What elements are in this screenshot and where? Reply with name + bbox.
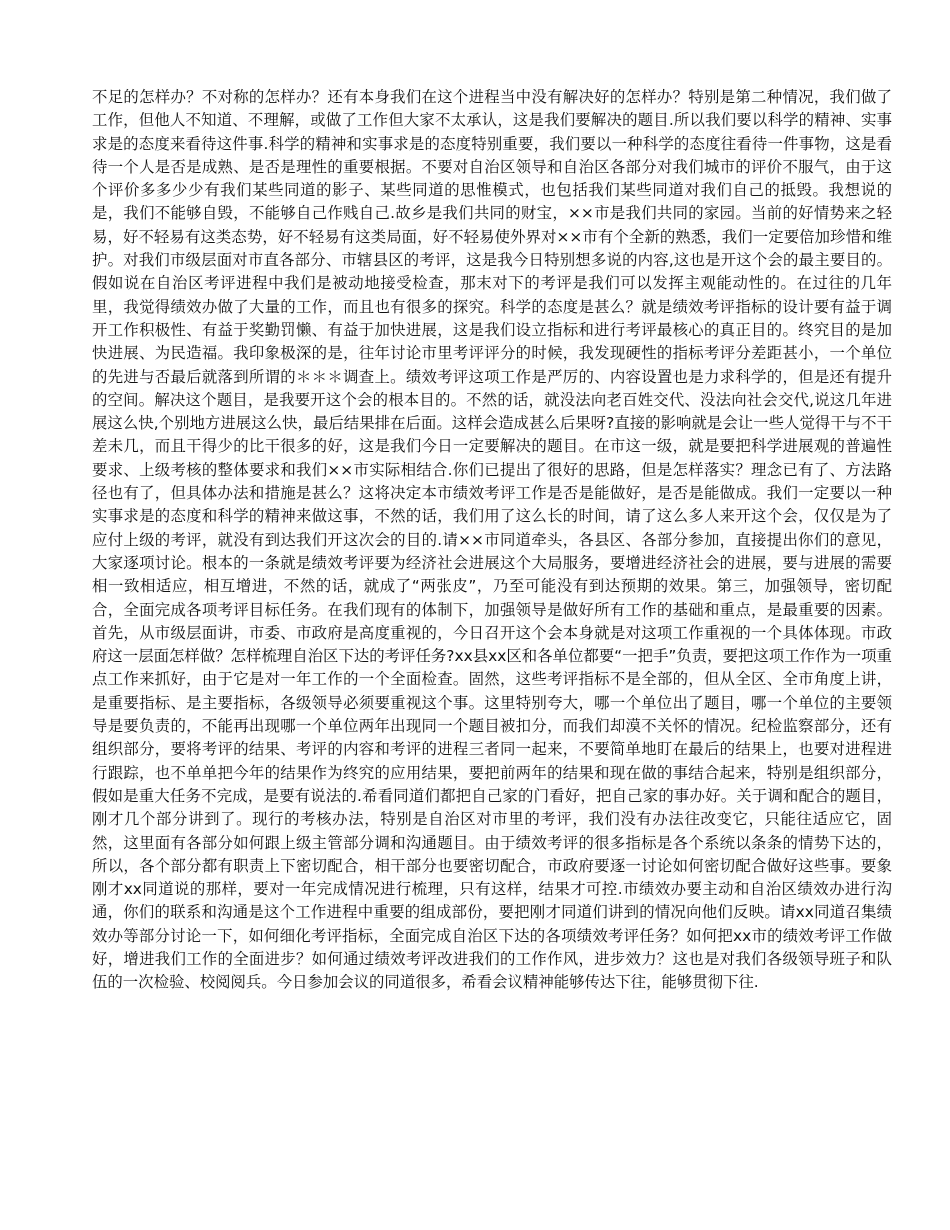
body-paragraph: 不足的怎样办？不对称的怎样办？还有本身我们在这个进程当中没有解决好的怎样办？特别是第二种情况，我们做了工作，但他人不知道、不理解，或做了工作但大家不太承认，这是我们要解决的题目.所以我们要以科学的精神、实事求是的态度来看待这件事.科学的精神和实事求是的态度特别重要，我们要以一种科学的态度往看待一件事物，这是看待一个人是否是成熟、是否是理性的重要根据。不要对自治区领导和自治区各部分对我们城市的评价不服气，由于这个评价多多少少有我们某些同道的影子、某些同道的思惟模式，也包括我们某些同道对我们自己的抵毁。我想说的是，我们不能够自毁，不能够自己作贱自己.故乡是我们共同的财宝，××市是我们共同的家园。当前的好情势来之轻易，好不轻易有这类态势，好不轻易有这类局面，好不轻易使外界对××市有个全新的熟悉，我们一定要倍加珍惜和维护。对我们市级层面对市直各部分、市辖县区的考评，这是我今日特别想多说的内容,这也是开这个会的最主要目的。假如说在自治区考评进程中我们是被动地接受检查，那末对下的考评是我们可以发挥主观能动性的。在过往的几年里，我觉得绩效办做了大量的工作，而且也有很多的探究。科学的态度是甚么？就是绩效考评指标的设计要有益于调开工作积极性、有益于奖勤罚懒、有益于加快进展，这是我们设立指标和进行考评最核心的真正目的。终究目的是加快进展、为民造福。我印象极深的是，往年讨论市里考评评分的时候，我发现硬性的指标考评分差距甚小，一个单位的先进与否最后就落到所谓的＊＊＊调查上。绩效考评这项工作是严厉的、内容设置也是力求科学的，但是还有提升的空间。解决这个题目，是我要开这个会的根本目的。不然的话，就没法向老百姓交代、没法向社会交代,说这几年进展这么快,个别地方进展这么快，最后结果排在后面。这样会造成甚么后果呀?直接的影响就是会让一些人觉得干与不干差未几，而且干得少的比干很多的好，这是我们今日一定要解决的题目。在市这一级，就是要把科学进展观的普遍性要求、上级考核的整体要求和我们××市实际相结合.你们已提出了很好的思路，但是怎样落实？理念已有了、方法路径也有了，但具体办法和措施是甚么？这将决定本市绩效考评工作是否是能做好，是否是能做成。我们一定要以一种实事求是的态度和科学的精神来做这事，不然的话，我们用了这么长的时间，请了这么多人来开这个会，仅仅是为了应付上级的考评，就没有到达我们开这次会的目的.请××市同道牵头，各县区、各部分参加，直接提出你们的意见，大家逐项讨论。根本的一条就是绩效考评要为经济社会进展这个大局服务，要增进经济社会的进展，要与进展的需要相一致相适应，相互增进，不然的话，就成了“两张皮”，乃至可能没有到达预期的效果。第三，加强领导，密切配合，全面完成各项考评目标任务。在我们现有的体制下，加强领导是做好所有工作的基础和重点，是最重要的因素。首先，从市级层面讲，市委、市政府是高度重视的，今日召开这个会本身就是对这项工作重视的一个具体体现。市政府这一层面怎样做？怎样梳理自治区下达的考评任务?xx县xx区和各单位都要“一把手”负责，要把这项工作作为一项重点工作来抓好，由于它是对一年工作的一个全面检查。固然，这些考评指标不是全部的，但从全区、全市角度上讲，是重要指标、是主要指标，各级领导必须要重视这个事。这里特别夸大，哪一个单位出了题目，哪一个单位的主要领导是要负责的，不能再出现哪一个单位两年出现同一个题目被扣分，而我们却漠不关怀的情况。纪检监察部分，还有组织部分，要将考评的结果、考评的内容和考评的进程三者同一起来，不要简单地盯在最后的结果上，也要对进程进行跟踪，也不单单把今年的结果作为终究的应用结果，要把前两年的结果和现在做的事结合起来，特别是组织部分，假如是重大任务不完成，是要有说法的.希看同道们都把自己家的门看好，把自己家的事办好。关于调和配合的题目，刚才几个部分讲到了。现行的考核办法，特别是自治区对市里的考评，我们没有办法往改变它，只能往适应它，固然，这里面有各部分如何跟上级主管部分调和沟通题目。由于绩效考评的很多指标是各个系统以条条的情势下达的，所以，各个部分都有职责上下密切配合，相干部分也要密切配合，市政府要逐一讨论如何密切配合做好这些事。要象刚才xx同道说的那样，要对一年完成情况进行梳理，只有这样，结果才可控.市绩效办要主动和自治区绩效办进行沟通，你们的联系和沟通是这个工作进程中重要的组成部份，要把刚才同道们讲到的情况向他们反映。请xx同道召集绩效办等部分讨论一下，如何细化考评指标，全面完成自治区下达的各项绩效考评任务？如何把xx市的绩效考评工作做好，增进我们工作的全面进步？如何通过绩效考评改进我们的工作作风，进步效力？这也是对我们各级领导班子和队伍的一次检验、校阅阅兵。今日参加会议的同道很多，希看会议精神能够传达下往，能够贯彻下往. xyxy=(92,88,892,992)
